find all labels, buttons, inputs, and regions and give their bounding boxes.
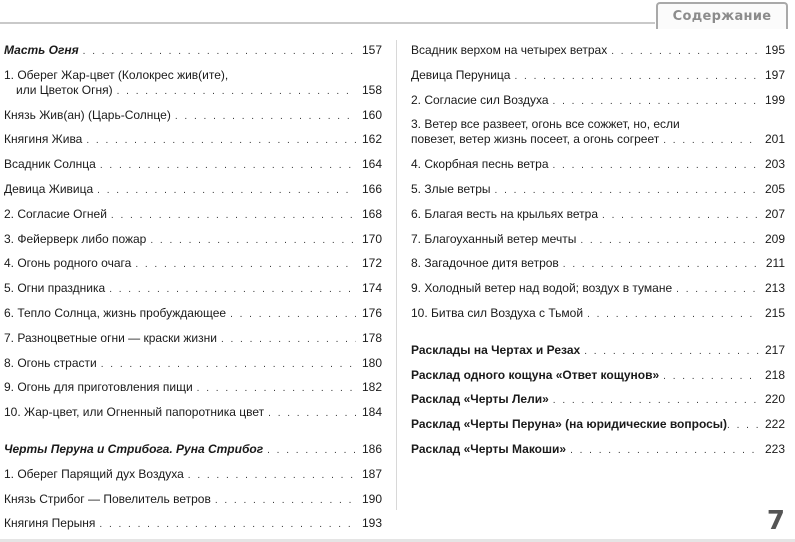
dot-leader xyxy=(267,445,356,457)
toc-entry-page: 162 xyxy=(361,132,382,147)
dot-leader xyxy=(197,383,356,395)
toc-entry[interactable] xyxy=(4,69,382,109)
toc-entry-page: 184 xyxy=(361,405,382,420)
toc-entry[interactable] xyxy=(411,369,785,394)
toc-entry-page: 158 xyxy=(361,82,382,97)
toc-entry-title: 2. Согласие сил Воздуха xyxy=(411,92,549,107)
toc-entry-title: Масть Огня xyxy=(4,43,79,57)
toc-entry-page: 187 xyxy=(361,466,382,481)
dot-leader xyxy=(563,259,759,271)
toc-entry[interactable] xyxy=(411,393,785,418)
toc-entry-page: 160 xyxy=(361,107,382,122)
toc-entry-title-line1: 1. Оберег Жар-цвет (Колокрес жив(ите), xyxy=(4,67,229,82)
section-tab: Содержание xyxy=(656,2,788,29)
toc-entry[interactable] xyxy=(4,233,382,258)
toc-entry-page: 222 xyxy=(764,417,785,432)
toc-entry-title: Всадник верхом на четырех ветрах xyxy=(411,43,608,57)
toc-column-left xyxy=(4,44,382,542)
toc-entry-page: 215 xyxy=(764,305,785,320)
toc-entry-title: 3. Фейерверк либо пожар xyxy=(4,231,147,246)
toc-entry-page: 205 xyxy=(764,181,785,196)
toc-entry[interactable] xyxy=(411,94,785,119)
toc-entry[interactable] xyxy=(411,418,785,443)
toc-entry[interactable] xyxy=(411,183,785,208)
toc-entry[interactable] xyxy=(4,109,382,134)
toc-entry-title: 5. Злые ветры xyxy=(411,181,491,196)
toc-entry[interactable] xyxy=(411,257,785,282)
toc-entry-title: Расклад «Черты Перуна» (на юридические вопросы) xyxy=(411,417,728,432)
header-rule xyxy=(0,22,655,24)
toc-entry-page: 182 xyxy=(361,380,382,395)
toc-entry-title-line1: 3. Ветер все развеет, огонь все сожжет, но, если xyxy=(411,117,680,132)
toc-entry[interactable] xyxy=(4,257,382,282)
toc-entry[interactable] xyxy=(411,233,785,258)
toc-entry-title: 4. Огонь родного очага xyxy=(4,256,132,271)
toc-entry[interactable] xyxy=(411,344,785,369)
dot-leader xyxy=(727,420,763,432)
dot-leader xyxy=(117,86,356,98)
toc-entry-title: Расклад «Черты Макоши» xyxy=(411,441,567,456)
toc-entry-page: 211 xyxy=(765,256,785,271)
toc-entry[interactable] xyxy=(411,44,785,69)
toc-entry[interactable] xyxy=(4,307,382,332)
toc-entry[interactable] xyxy=(4,332,382,357)
dot-leader xyxy=(109,284,356,296)
toc-entry-page: 186 xyxy=(361,441,382,456)
dot-leader xyxy=(175,111,356,123)
toc-entry-title: 1. Оберег Парящий дух Воздуха xyxy=(4,466,184,481)
toc-entry-title: Черты Перуна и Стрибога. Руна Стрибог xyxy=(4,441,264,456)
toc-entry-title: 10. Битва сил Воздуха с Тьмой xyxy=(411,305,584,320)
toc-entry-page: 190 xyxy=(361,491,382,506)
dot-leader xyxy=(514,71,759,83)
dot-leader xyxy=(553,96,759,108)
toc-entry[interactable] xyxy=(4,357,382,382)
toc-entry[interactable] xyxy=(4,44,382,69)
toc-entry-page: 207 xyxy=(764,206,785,221)
toc-entry-title: 8. Загадочное дитя ветров xyxy=(411,256,559,271)
dot-leader xyxy=(188,470,356,482)
dot-leader xyxy=(570,445,759,457)
toc-entry-page: 178 xyxy=(361,330,382,345)
dot-leader xyxy=(221,334,356,346)
toc-entry-page: 193 xyxy=(361,516,382,531)
dot-leader xyxy=(215,495,356,507)
toc-entry[interactable] xyxy=(4,493,382,518)
toc-entry-title: Князь Стрибог — Повелитель ветров xyxy=(4,491,211,506)
toc-entry-page: 168 xyxy=(361,206,382,221)
dot-leader xyxy=(587,309,759,321)
toc-entry[interactable] xyxy=(4,406,382,431)
dot-leader xyxy=(553,160,760,172)
toc-entry-page: 195 xyxy=(764,43,785,57)
toc-entry-page: 157 xyxy=(361,43,382,57)
toc-entry-page: 218 xyxy=(764,367,785,382)
toc-entry-page: 220 xyxy=(764,392,785,407)
toc-entry-page: 176 xyxy=(361,305,382,320)
dot-leader xyxy=(111,210,356,222)
dot-leader xyxy=(83,46,356,58)
toc-entry-title: Расклад одного кощуна «Ответ кощунов» xyxy=(411,367,660,382)
toc-entry-page: 201 xyxy=(764,132,785,147)
toc-entry-page: 217 xyxy=(764,342,785,357)
toc-entry-title: Всадник Солнца xyxy=(4,157,96,172)
toc-entry-page: 172 xyxy=(361,256,382,271)
toc-entry-title: или Цветок Огня) xyxy=(16,82,113,97)
dot-leader xyxy=(663,371,759,383)
toc-entry-title: Девица Перуница xyxy=(411,67,511,82)
toc-entry-title: 7. Разноцветные огни — краски жизни xyxy=(4,330,217,345)
toc-entry-page: 209 xyxy=(764,231,785,246)
dot-leader xyxy=(584,346,759,358)
toc-entry[interactable] xyxy=(4,282,382,307)
toc-entry-title: 9. Холодный ветер над водой; воздух в тумане xyxy=(411,281,673,296)
toc-entry-title: Расклад «Черты Лели» xyxy=(411,392,549,407)
toc-entry-page: 223 xyxy=(764,441,785,456)
toc-entry-title: 5. Огни праздника xyxy=(4,281,106,296)
toc-entry[interactable] xyxy=(4,443,382,468)
dot-leader xyxy=(553,395,759,407)
toc-entry-title: 9. Огонь для приготовления пищи xyxy=(4,380,193,395)
toc-entry[interactable] xyxy=(4,381,382,406)
toc-entry-title: Князь Жив(ан) (Царь-Солнце) xyxy=(4,107,171,122)
dot-leader xyxy=(663,135,759,147)
toc-entry-page: 203 xyxy=(764,157,785,172)
dot-leader xyxy=(230,309,356,321)
toc-entry[interactable] xyxy=(411,282,785,307)
toc-entry-page: 180 xyxy=(361,355,382,370)
toc-entry-title: Девица Живица xyxy=(4,181,94,196)
toc-column-right xyxy=(411,44,785,468)
toc-entry-title: 8. Огонь страсти xyxy=(4,355,97,370)
toc-entry-page: 164 xyxy=(361,157,382,172)
toc-entry[interactable] xyxy=(4,133,382,158)
toc-entry-title: 6. Тепло Солнца, жизнь пробуждающее xyxy=(4,305,227,320)
dot-leader xyxy=(602,210,759,222)
toc-entry-title: 2. Согласие Огней xyxy=(4,206,107,221)
dot-leader xyxy=(97,185,356,197)
toc-entry[interactable] xyxy=(4,158,382,183)
dot-leader xyxy=(268,408,356,420)
dot-leader xyxy=(676,284,759,296)
toc-entry-title: 4. Скорбная песнь ветра xyxy=(411,157,549,172)
toc-entry-title: 10. Жар-цвет, или Огненный папоротника цвет xyxy=(4,405,265,420)
toc-entry[interactable] xyxy=(411,443,785,468)
toc-entry-page: 174 xyxy=(361,281,382,296)
toc-entry[interactable] xyxy=(4,468,382,493)
toc-entry-page: 213 xyxy=(764,281,785,296)
toc-entry[interactable] xyxy=(411,208,785,233)
toc-entry-page: 170 xyxy=(361,231,382,246)
toc-entry[interactable] xyxy=(411,158,785,183)
dot-leader xyxy=(135,259,356,271)
toc-entry[interactable] xyxy=(4,208,382,233)
dot-leader xyxy=(86,135,356,147)
dot-leader xyxy=(99,519,356,531)
toc-entry[interactable] xyxy=(4,183,382,208)
toc-entry-title: Княгиня Перыня xyxy=(4,516,96,531)
dot-leader xyxy=(611,46,759,58)
toc-entry-title: Расклады на Чертах и Резах xyxy=(411,342,581,357)
page-number: 7 xyxy=(766,506,785,536)
toc-entry-title: 7. Благоуханный ветер мечты xyxy=(411,231,577,246)
dot-leader xyxy=(100,160,356,172)
toc-entry-page: 197 xyxy=(764,67,785,82)
dot-leader xyxy=(580,235,759,247)
toc-entry-title: 6. Благая весть на крыльях ветра xyxy=(411,206,599,221)
dot-leader xyxy=(150,235,356,247)
column-divider xyxy=(396,40,397,510)
toc-entry[interactable] xyxy=(411,307,785,332)
toc-entry-page: 199 xyxy=(764,92,785,107)
toc-entry[interactable] xyxy=(411,69,785,94)
toc-entry-page: 166 xyxy=(361,181,382,196)
toc-entry-title: повезет, ветер жизнь посеет, а огонь согреет xyxy=(411,132,660,147)
toc-entry-title: Княгиня Жива xyxy=(4,132,83,147)
dot-leader xyxy=(101,359,356,371)
dot-leader xyxy=(495,185,759,197)
toc-entry[interactable] xyxy=(411,118,785,158)
